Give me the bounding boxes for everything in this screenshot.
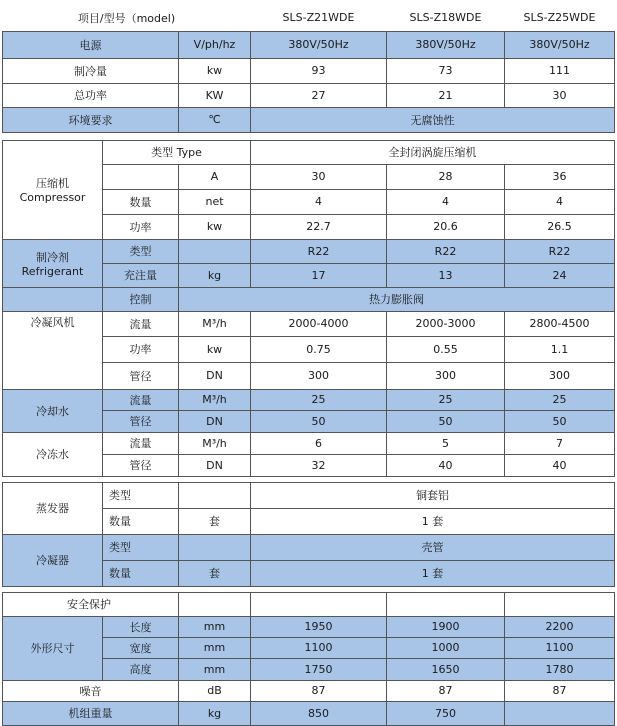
dimensions-width-label: 宽度 [103, 637, 179, 658]
refrigerant-charge-unit: kg [179, 263, 251, 287]
chilled-water-flow-value: 6 [251, 432, 387, 454]
power-supply-value: 380V/50Hz [387, 31, 505, 58]
compressor-power-value: 22.7 [251, 214, 387, 239]
refrigerant-type-value: R22 [251, 239, 387, 263]
refrigerant-label-cell [3, 239, 103, 287]
power-supply-row [3, 31, 615, 58]
cooling-water-pipe-value: 50 [387, 410, 505, 432]
refrigerant-charge-value: 24 [505, 263, 615, 287]
cooling-water-pipe-label: 管径 [103, 410, 179, 432]
condenser-fan-label: 冷凝风机 [3, 311, 103, 389]
compressor-quantity-value: 4 [251, 189, 387, 214]
dimensions-width-value: 1100 [251, 637, 387, 658]
compressor-power-value: 26.5 [505, 214, 615, 239]
chilled-water-pipe-unit: DN [179, 454, 251, 476]
evaporator-quantity-label: 数量 [103, 508, 179, 534]
power-supply-label: 电源 [3, 31, 179, 58]
refrigerant-control-label: 控制 [103, 287, 179, 311]
condenser-fan-flow-unit: M³/h [179, 311, 251, 336]
compressor-power-unit: kw [179, 214, 251, 239]
total-power-label: 总功率 [3, 83, 179, 107]
refrigerant-type-value: R22 [387, 239, 505, 263]
cooling-water-flow-label: 流量 [103, 389, 179, 410]
refrigerant-type-value: R22 [505, 239, 615, 263]
chilled-water-label: 冷冻水 [3, 432, 103, 476]
evaporator-label: 蒸发器 [3, 482, 103, 534]
condenser-quantity-value: 1 套 [251, 560, 615, 586]
cooling-water-label: 冷却水 [3, 389, 103, 432]
spec-table [2, 5, 615, 726]
dimensions-height-value: 1650 [387, 658, 505, 680]
evaporator-type-label: 类型 [103, 482, 179, 508]
evaporator-quantity-value: 1 套 [251, 508, 615, 534]
environment-label: 环境要求 [3, 107, 179, 132]
power-supply-value: 380V/50Hz [505, 31, 615, 58]
condenser-fan-pipe-value: 300 [387, 362, 505, 389]
compressor-quantity-value: 4 [505, 189, 615, 214]
condenser-fan-power-label: 功率 [103, 336, 179, 362]
environment-unit: ℃ [179, 107, 251, 132]
model-name: SLS-Z18WDE [387, 5, 505, 31]
condenser-quantity-label: 数量 [103, 560, 179, 586]
cooling-capacity-unit: kw [179, 58, 251, 83]
noise-unit: dB [179, 680, 251, 701]
total-power-unit: KW [179, 83, 251, 107]
dimensions-width-value: 1000 [387, 637, 505, 658]
compressor-power-label: 功率 [103, 214, 179, 239]
cooling-water-pipe-value: 50 [505, 410, 615, 432]
chilled-water-flow-value: 7 [505, 432, 615, 454]
weight-value: 750 [387, 701, 505, 725]
condenser-label: 冷凝器 [3, 534, 103, 586]
noise-value: 87 [387, 680, 505, 701]
noise-value: 87 [251, 680, 387, 701]
dimensions-width-value: 1100 [505, 637, 615, 658]
cooling-capacity-row [3, 58, 615, 83]
dimensions-height-label: 高度 [103, 658, 179, 680]
dimensions-length-unit: mm [179, 616, 251, 637]
total-power-value: 21 [387, 83, 505, 107]
weight-value: 850 [251, 701, 387, 725]
cooling-capacity-value: 93 [251, 58, 387, 83]
condenser-fan-flow-label: 流量 [103, 311, 179, 336]
chilled-water-flow-value: 5 [387, 432, 505, 454]
chilled-water-pipe-value: 40 [387, 454, 505, 476]
condenser-fan-power-value: 0.55 [387, 336, 505, 362]
condenser-type-label: 类型 [103, 534, 179, 560]
chilled-water-flow-row [3, 432, 615, 454]
condenser-fan-pipe-value: 300 [505, 362, 615, 389]
cooling-water-flow-unit: M³/h [179, 389, 251, 410]
cooling-capacity-value: 73 [387, 58, 505, 83]
header-row [3, 5, 615, 31]
chilled-water-flow-label: 流量 [103, 432, 179, 454]
refrigerant-type-row [3, 239, 615, 263]
compressor-current-value: 28 [387, 164, 505, 189]
condenser-fan-pipe-value: 300 [251, 362, 387, 389]
condenser-fan-flow-row [3, 311, 615, 336]
compressor-quantity-value: 4 [387, 189, 505, 214]
total-power-value: 27 [251, 83, 387, 107]
refrigerant-label: 制冷剂 [36, 250, 69, 264]
dimensions-height-value: 1750 [251, 658, 387, 680]
compressor-type-value: 全封闭涡旋压缩机 [251, 140, 615, 164]
power-supply-unit: V/ph/hz [179, 31, 251, 58]
refrigerant-label-en: Refrigerant [21, 264, 84, 278]
compressor-power-value: 20.6 [387, 214, 505, 239]
safety-row [3, 592, 615, 616]
chilled-water-pipe-value: 32 [251, 454, 387, 476]
refrigerant-charge-value: 13 [387, 263, 505, 287]
condenser-type-row [3, 534, 615, 560]
condenser-quantity-unit: 套 [179, 560, 251, 586]
condenser-type-value: 壳管 [251, 534, 615, 560]
condenser-fan-power-unit: kw [179, 336, 251, 362]
dimensions-length-value: 2200 [505, 616, 615, 637]
cooling-water-pipe-unit: DN [179, 410, 251, 432]
dimensions-label: 外形尺寸 [3, 616, 103, 680]
compressor-type-label: 类型 Type [103, 140, 251, 164]
condenser-fan-pipe-label: 管径 [103, 362, 179, 389]
condenser-fan-flow-value: 2800-4500 [505, 311, 615, 336]
condenser-fan-power-value: 0.75 [251, 336, 387, 362]
refrigerant-type-label: 类型 [103, 239, 179, 263]
evaporator-type-value: 铜套铝 [251, 482, 615, 508]
chilled-water-pipe-label: 管径 [103, 454, 179, 476]
total-power-row [3, 83, 615, 107]
compressor-quantity-label: 数量 [103, 189, 179, 214]
cooling-water-flow-row [3, 389, 615, 410]
header-title: 项目/型号（model) [3, 5, 251, 31]
model-name: SLS-Z21WDE [251, 5, 387, 31]
evaporator-type-row [3, 482, 615, 508]
compressor-current-value: 30 [251, 164, 387, 189]
compressor-quantity-unit: net [179, 189, 251, 214]
compressor-current-unit: A [179, 164, 251, 189]
compressor-type-row [3, 140, 615, 164]
weight-row [3, 701, 615, 725]
evaporator-quantity-unit: 套 [179, 508, 251, 534]
compressor-label: 压缩机 [36, 177, 69, 190]
chilled-water-pipe-value: 40 [505, 454, 615, 476]
compressor-label-cell [3, 140, 103, 239]
cooling-capacity-label: 制冷量 [3, 58, 179, 83]
condenser-fan-flow-value: 2000-3000 [387, 311, 505, 336]
cooling-water-flow-value: 25 [505, 389, 615, 410]
safety-label: 安全保护 [3, 592, 179, 616]
refrigerant-control-row [3, 287, 615, 311]
cooling-water-flow-value: 25 [251, 389, 387, 410]
compressor-current-value: 36 [505, 164, 615, 189]
total-power-value: 30 [505, 83, 615, 107]
cooling-water-pipe-value: 50 [251, 410, 387, 432]
noise-row [3, 680, 615, 701]
noise-label: 噪音 [3, 680, 179, 701]
dimensions-length-label: 长度 [103, 616, 179, 637]
chilled-water-flow-unit: M³/h [179, 432, 251, 454]
dimensions-height-unit: mm [179, 658, 251, 680]
refrigerant-charge-value: 17 [251, 263, 387, 287]
dimensions-width-unit: mm [179, 637, 251, 658]
condenser-fan-flow-value: 2000-4000 [251, 311, 387, 336]
power-supply-value: 380V/50Hz [251, 31, 387, 58]
environment-row [3, 107, 615, 132]
weight-unit: kg [179, 701, 251, 725]
weight-label: 机组重量 [3, 701, 179, 725]
condenser-fan-pipe-unit: DN [179, 362, 251, 389]
weight-value [505, 701, 615, 725]
model-name: SLS-Z25WDE [505, 5, 615, 31]
environment-value: 无腐蚀性 [251, 107, 615, 132]
dimensions-length-row [3, 616, 615, 637]
compressor-label-en: Compressor [19, 191, 86, 204]
spacer-row [3, 132, 615, 140]
condenser-fan-power-value: 1.1 [505, 336, 615, 362]
cooling-water-flow-value: 25 [387, 389, 505, 410]
cooling-capacity-value: 111 [505, 58, 615, 83]
dimensions-length-value: 1900 [387, 616, 505, 637]
refrigerant-charge-label: 充注量 [103, 263, 179, 287]
refrigerant-control-value: 热力膨胀阀 [179, 287, 615, 311]
dimensions-length-value: 1950 [251, 616, 387, 637]
dimensions-height-value: 1780 [505, 658, 615, 680]
noise-value: 87 [505, 680, 615, 701]
